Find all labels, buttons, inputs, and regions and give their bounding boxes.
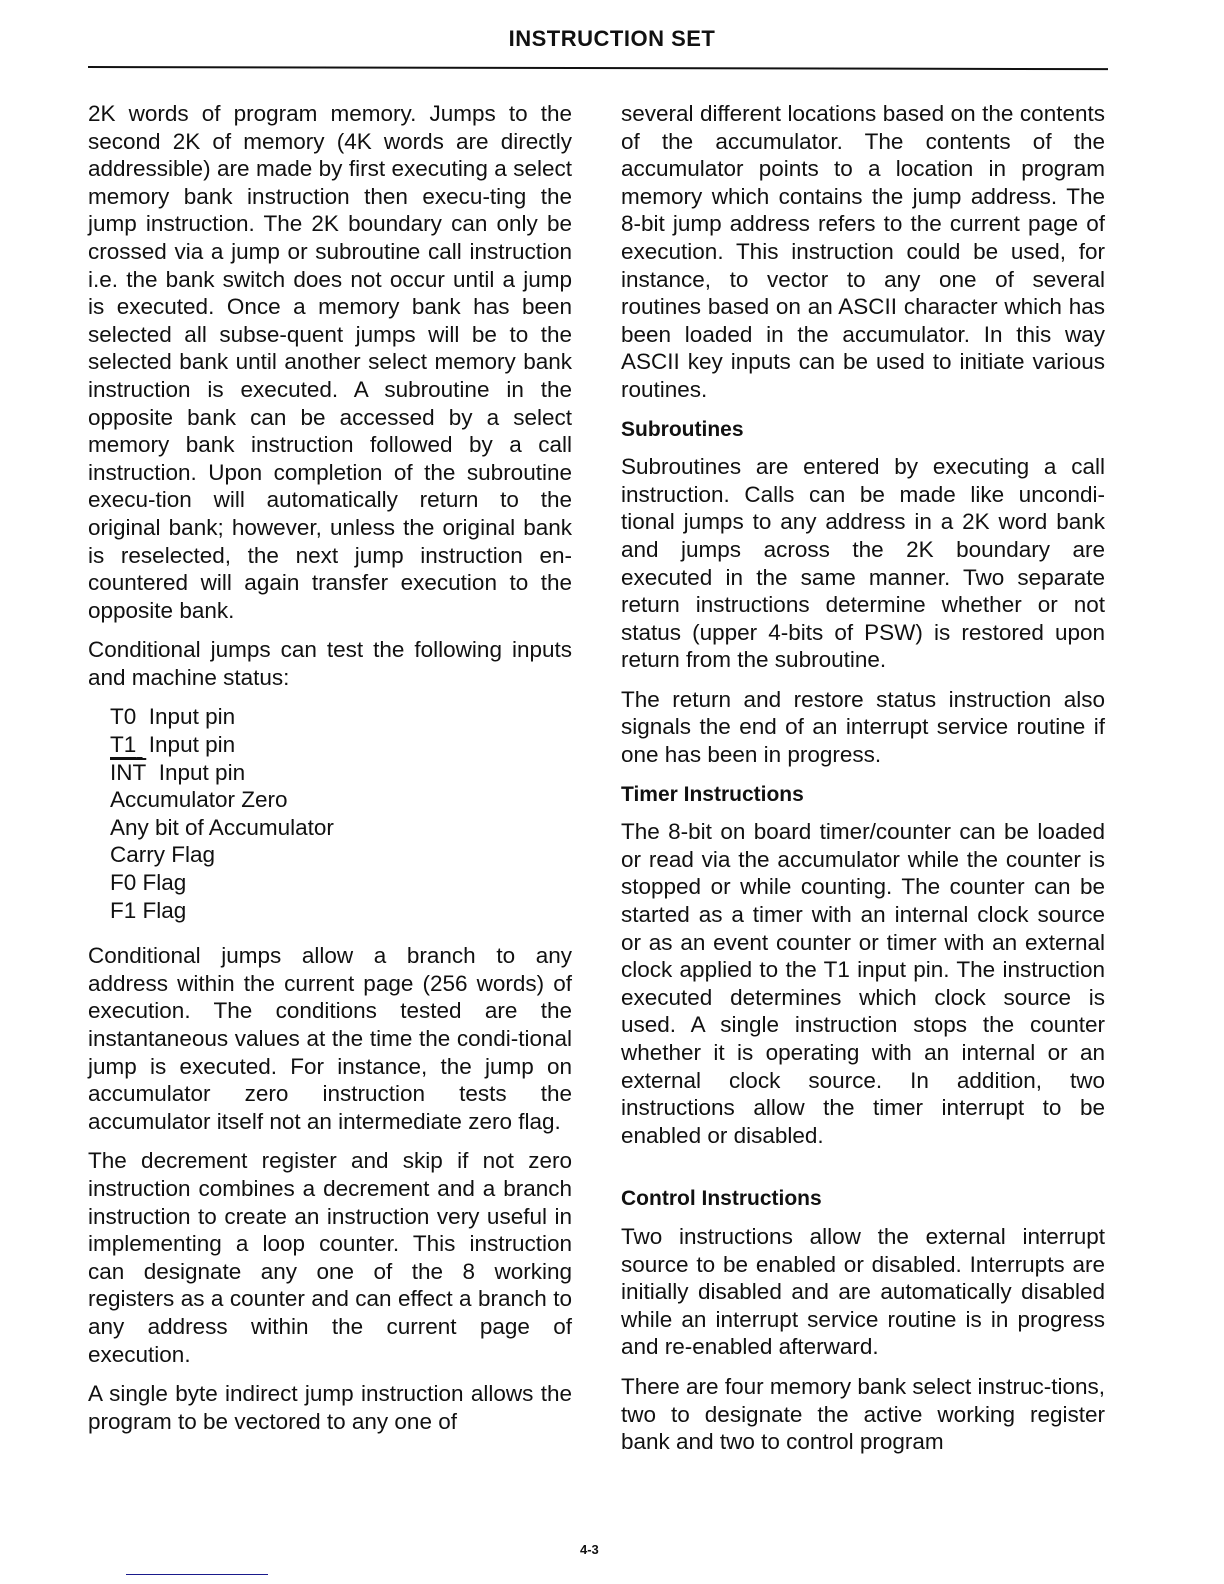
paragraph-indirect-jump-cont: several different locations based on the contents of the accumulator. The contents of the accumulator points to a location in program memory which contains the jump address. The 8-bit jump address refers to the current page of execution. This instruction could be used, for instance, to vector to any one of several routines based on an ASCII character which has been loaded in the accumulator. In this way ASCII key inputs can be used to initiate various routines.: [621, 101, 1105, 402]
paragraph-decrement-register: The decrement register and skip if not zero instruction combines a decrement and a branch instruction to create an instruction very useful in implementing a loop counter. This instruction can designate any one of the 8 working registers as a counter and can effect a branch to any address within the current page of execution.: [88, 1148, 572, 1367]
page-number: 4-3: [580, 1542, 599, 1557]
left-column: [88, 100, 572, 1447]
condition-item: Carry Flag: [110, 842, 216, 868]
page-header-title: INSTRUCTION SET: [508, 26, 716, 51]
condition-item: Accumulator Zero: [110, 787, 288, 813]
condition-symbol: $\overline{INT}$: [110, 759, 147, 785]
condition-symbol: T0: [110, 704, 137, 730]
condition-item-t0: [110, 703, 572, 731]
condition-item: Any bit of Accumulator: [110, 814, 334, 840]
paragraph-subroutines: Subroutines are entered by executing a call instruction. Calls can be made like uncondi-tional jumps to any address in a 2K word bank and jumps across the 2K boundary are executed in the same manner. Two separate return instructions determine whether or not status (upper 4-bits of PSW) is restored upon return from the subroutine.: [621, 454, 1105, 673]
footer-divider: [126, 1574, 268, 1575]
spacer: [621, 1161, 1105, 1181]
paragraph-bank-select: There are four memory bank select instruc-tions, two to designate the active working register bank and two to control program: [621, 1373, 1105, 1455]
heading-subroutines: Subroutines: [621, 417, 744, 441]
paragraph-interrupts: Two instructions allow the external interrupt source to be enabled or disabled. Interrupts are initially disabled and are automatically disabled while an interrupt service routine is in progress and re-enabled afterward.: [621, 1223, 1105, 1360]
paragraph-conditional-intro: Conditional jumps can test the following inputs and machine status:: [88, 637, 572, 690]
condition-item: F0 Flag: [110, 870, 187, 896]
paragraph-indirect-jump: A single byte indirect jump instruction allows the program to be vectored to any one of: [88, 1381, 572, 1434]
paragraph-memory-banks: 2K words of program memory. Jumps to the second 2K of memory (4K words are directly addressible) are made by first executing a select memory bank instruction then execu-ting the jump instruction. The 2K boundary can only be crossed via a jump or subroutine call instruction i.e. the bank switch does not occur until a jump is executed. Once a memory bank has been selected all subse-quent jumps will be to the selected bank until another select memory bank instruction is executed. A subroutine in the opposite bank can be accessed by a select memory bank instruction followed by a call instruction. Upon completion of the subroutine execu-tion will automatically return to the original bank; however, unless the original bank is reselected, the next jump instruction en-countered will again transfer execution to the opposite bank.: [88, 101, 572, 623]
heading-control-instructions: Control Instructions: [621, 1187, 822, 1211]
paragraph-conditional-jumps: Conditional jumps allow a branch to any address within the current page (256 words) of execution. The conditions tested are the instantaneous values at the time the condi-tional jump is executed. For instance, the jump on accumulator zero instruction tests the accumulator itself not an intermediate zero flag.: [88, 943, 572, 1134]
conditions-list: [110, 703, 572, 924]
condition-label: Input pin: [148, 704, 236, 730]
heading-timer-instructions: Timer Instructions: [621, 782, 804, 806]
right-column: [621, 100, 1105, 1468]
condition-item-int: [110, 759, 572, 787]
paragraph-timer: The 8-bit on board timer/counter can be loaded or read via the accumulator while the counter is stopped or while counting. The counter can be started as a timer with an internal clock source or as an event counter or timer with an external clock applied to the T1 input pin. The instruction executed determines which clock source is used. A single instruction stops the counter whether it is operating with an internal or an external clock source. In addition, two instructions allow the timer interrupt to be enabled or disabled.: [621, 819, 1105, 1148]
condition-item: F1 Flag: [110, 897, 187, 923]
condition-item-t1: [110, 731, 572, 759]
paragraph-return-restore: The return and restore status instruction also signals the end of an interrupt service routine if one has been in progress.: [621, 686, 1105, 768]
condition-symbol: T1: [110, 732, 137, 758]
condition-label: Input pin: [158, 759, 246, 785]
header-divider: [88, 66, 1108, 70]
condition-label: Input pin: [148, 732, 236, 758]
